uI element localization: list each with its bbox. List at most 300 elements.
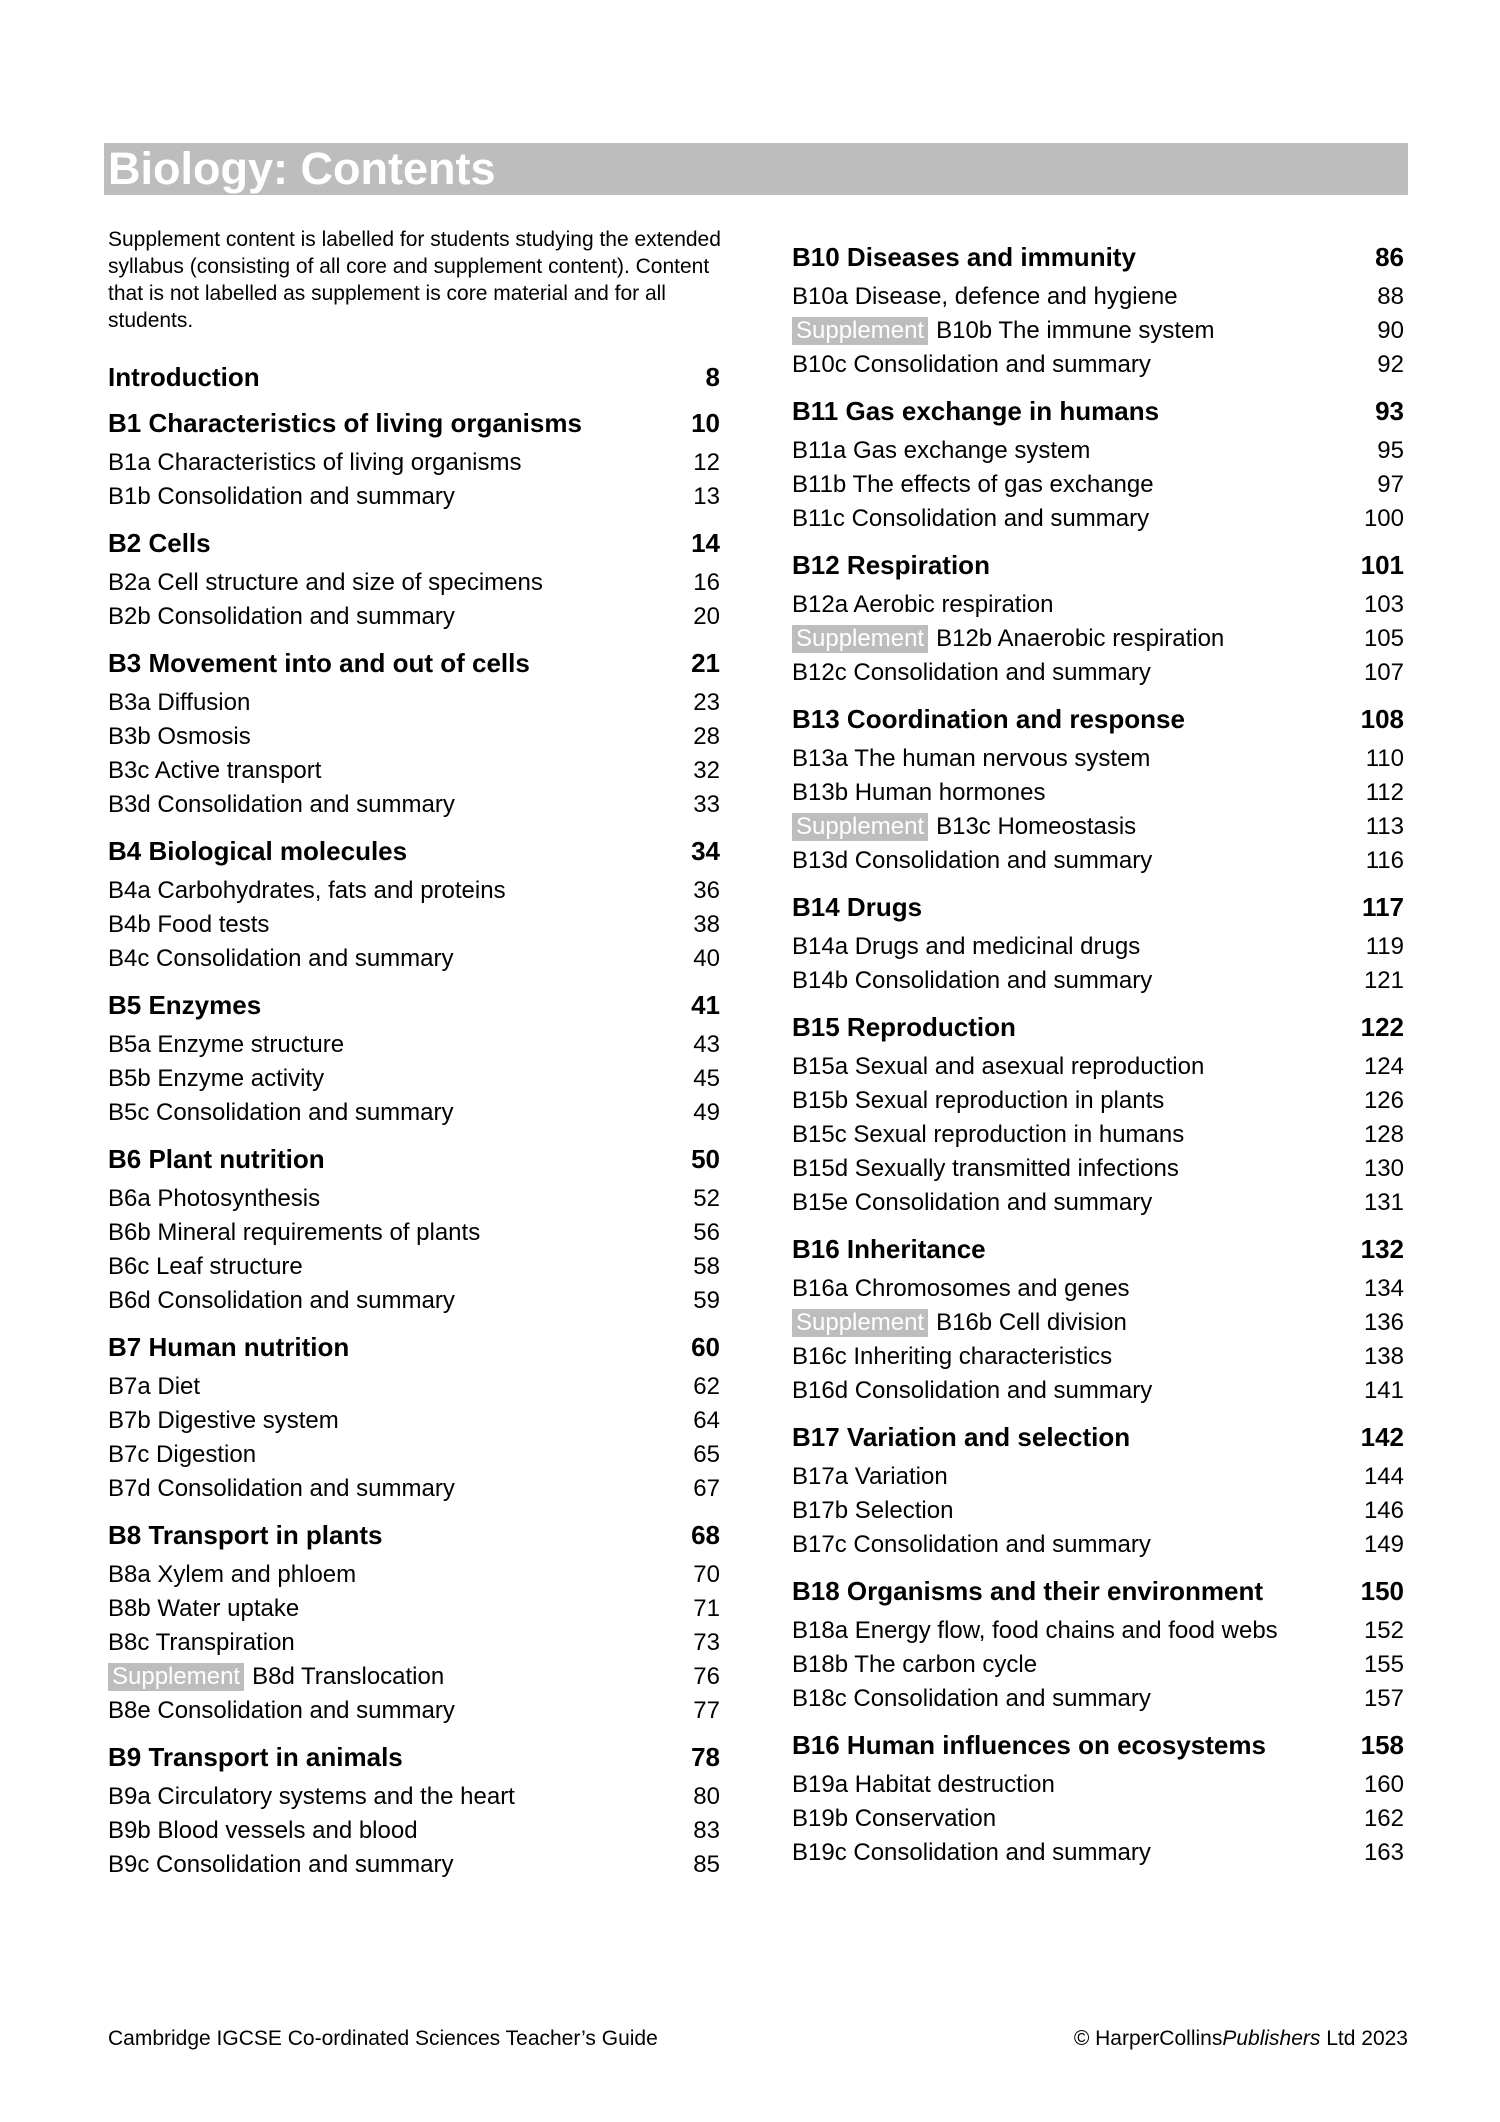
section-title: B17 Variation and selection	[792, 1422, 1131, 1452]
page-title: Biology: Contents	[108, 143, 496, 194]
section-heading[interactable]	[108, 1330, 720, 1364]
item-page-number: 65	[693, 1441, 720, 1468]
item-left	[792, 776, 1045, 810]
contents-item[interactable]	[108, 1096, 720, 1130]
item-page-number: 97	[1377, 471, 1404, 498]
item-left	[792, 1460, 948, 1494]
section-title: B7 Human nutrition	[108, 1332, 350, 1362]
item-label: B7c Digestion	[108, 1441, 257, 1468]
contents-item[interactable]	[792, 314, 1404, 348]
section-page-number: 150	[1360, 1576, 1404, 1606]
item-left	[792, 1802, 996, 1836]
contents-item[interactable]	[108, 1438, 720, 1472]
contents-item[interactable]	[108, 1592, 720, 1626]
contents-section	[108, 1518, 720, 1728]
supplement-badge: Supplement	[792, 813, 928, 841]
contents-item[interactable]	[792, 1118, 1404, 1152]
contents-item[interactable]	[792, 656, 1404, 690]
footer-right	[1074, 2026, 1408, 2052]
item-page-number: 71	[693, 1595, 720, 1622]
contents-item[interactable]	[108, 600, 720, 634]
item-label: B15a Sexual and asexual reproduction	[792, 1053, 1205, 1080]
contents-item[interactable]	[108, 480, 720, 514]
item-left	[108, 1780, 515, 1814]
item-page-number: 105	[1363, 625, 1404, 652]
contents-item[interactable]	[792, 964, 1404, 998]
contents-section	[792, 240, 1404, 382]
section-title: B8 Transport in plants	[108, 1520, 383, 1550]
contents-item[interactable]	[792, 1802, 1404, 1836]
contents-item[interactable]	[108, 1284, 720, 1318]
item-label: B8c Transpiration	[108, 1629, 295, 1656]
section-page-number: 93	[1375, 396, 1404, 426]
item-label: B19b Conservation	[792, 1805, 997, 1832]
section-heading[interactable]	[792, 1728, 1404, 1762]
section-title: B6 Plant nutrition	[108, 1144, 325, 1174]
item-label: B5c Consolidation and summary	[108, 1099, 454, 1126]
item-page-number: 112	[1365, 779, 1404, 806]
contents-item[interactable]	[792, 1768, 1404, 1802]
item-page-number: 155	[1363, 1651, 1404, 1678]
section-page-number: 142	[1360, 1422, 1404, 1452]
item-left	[108, 942, 454, 976]
section-heading[interactable]	[108, 1142, 720, 1176]
item-label: B6a Photosynthesis	[108, 1185, 321, 1212]
section-page-number: 34	[691, 836, 720, 866]
section-heading[interactable]	[108, 834, 720, 868]
section-title: B4 Biological molecules	[108, 836, 408, 866]
contents-item[interactable]	[792, 1186, 1404, 1220]
item-page-number: 130	[1363, 1155, 1404, 1182]
item-page-number: 73	[693, 1629, 720, 1656]
contents-section	[108, 360, 720, 394]
contents-item[interactable]	[792, 1614, 1404, 1648]
section-title: B13 Coordination and response	[792, 704, 1185, 734]
item-page-number: 85	[693, 1851, 720, 1878]
section-page-number: 78	[691, 1742, 720, 1772]
item-label: B3c Active transport	[108, 757, 322, 784]
item-label: B17c Consolidation and summary	[792, 1531, 1151, 1558]
item-left	[792, 1614, 1278, 1648]
contents-section	[108, 1142, 720, 1318]
contents-item[interactable]	[108, 1848, 720, 1882]
item-page-number: 116	[1365, 847, 1404, 874]
section-title: B10 Diseases and immunity	[792, 242, 1136, 272]
contents-item[interactable]	[792, 1152, 1404, 1186]
item-left	[792, 1118, 1184, 1152]
contents-item[interactable]	[792, 280, 1404, 314]
contents-section	[108, 646, 720, 822]
item-left	[792, 656, 1151, 690]
title-bar	[104, 143, 1408, 195]
item-label: B2b Consolidation and summary	[108, 603, 455, 630]
contents-section	[792, 394, 1404, 536]
contents-section	[792, 1232, 1404, 1408]
item-label: B17a Variation	[792, 1463, 948, 1490]
item-page-number: 33	[693, 791, 720, 818]
contents-item[interactable]	[108, 1182, 720, 1216]
item-label: B6c Leaf structure	[108, 1253, 303, 1280]
contents-section	[108, 1740, 720, 1882]
item-left	[792, 1768, 1055, 1802]
item-label: B15b Sexual reproduction in plants	[792, 1087, 1165, 1114]
item-page-number: 52	[693, 1185, 720, 1212]
item-page-number: 138	[1363, 1343, 1404, 1370]
item-page-number: 88	[1377, 283, 1404, 310]
contents-item[interactable]	[792, 348, 1404, 382]
contents-item[interactable]	[108, 686, 720, 720]
item-label: B12c Consolidation and summary	[792, 659, 1151, 686]
section-page-number: 41	[691, 990, 720, 1020]
item-left	[792, 434, 1090, 468]
supplement-badge: Supplement	[792, 317, 928, 345]
contents-item[interactable]	[108, 874, 720, 908]
item-left	[792, 1306, 1127, 1340]
footer-publisher-prefix: © HarperCollins	[1073, 2027, 1223, 2050]
contents-item[interactable]	[108, 1062, 720, 1096]
contents-item[interactable]	[792, 844, 1404, 878]
item-label: B18c Consolidation and summary	[792, 1685, 1151, 1712]
item-page-number: 62	[693, 1373, 720, 1400]
item-label: B16b Cell division	[936, 1309, 1127, 1336]
item-page-number: 100	[1363, 505, 1404, 532]
item-page-number: 157	[1363, 1685, 1404, 1712]
item-page-number: 16	[693, 569, 720, 596]
item-left	[792, 1374, 1152, 1408]
item-left	[108, 1694, 455, 1728]
item-left	[792, 1186, 1152, 1220]
contents-item[interactable]	[792, 1272, 1404, 1306]
section-heading[interactable]	[792, 1574, 1404, 1608]
contents-item[interactable]	[792, 468, 1404, 502]
item-label: B15e Consolidation and summary	[792, 1189, 1153, 1216]
item-left	[108, 908, 269, 942]
item-label: B5a Enzyme structure	[108, 1031, 345, 1058]
item-left	[792, 1084, 1164, 1118]
contents-section	[792, 702, 1404, 878]
item-label: B13d Consolidation and summary	[792, 847, 1153, 874]
contents-item[interactable]	[792, 1374, 1404, 1408]
item-page-number: 163	[1363, 1839, 1404, 1866]
item-left	[792, 502, 1149, 536]
item-page-number: 36	[693, 877, 720, 904]
footer-left: Cambridge IGCSE Co-ordinated Sciences Teacher’s Guide	[108, 2027, 658, 2050]
item-label: B10b The immune system	[936, 317, 1215, 344]
section-heading[interactable]	[792, 1232, 1404, 1266]
item-left	[792, 468, 1154, 502]
item-label: B14b Consolidation and summary	[792, 967, 1153, 994]
item-left	[108, 1814, 418, 1848]
section-title: B16 Human influences on ecosystems	[792, 1730, 1266, 1760]
item-label: B18b The carbon cycle	[792, 1651, 1038, 1678]
contents-item[interactable]	[108, 1814, 720, 1848]
item-left	[108, 1592, 299, 1626]
contents-section	[108, 988, 720, 1130]
contents-section	[108, 526, 720, 634]
item-label: B16d Consolidation and summary	[792, 1377, 1153, 1404]
section-page-number: 122	[1360, 1012, 1404, 1042]
item-left	[108, 788, 455, 822]
contents-item[interactable]	[792, 1340, 1404, 1374]
item-page-number: 56	[693, 1219, 720, 1246]
item-left	[108, 1216, 480, 1250]
footer-publisher-suffix: Ltd 2023	[1320, 2027, 1408, 2050]
item-left	[792, 1050, 1204, 1084]
item-label: B13a The human nervous system	[792, 745, 1151, 772]
item-page-number: 80	[693, 1783, 720, 1810]
item-label: B15d Sexually transmitted infections	[792, 1155, 1179, 1182]
item-page-number: 149	[1363, 1531, 1404, 1558]
item-label: B8d Translocation	[252, 1663, 445, 1690]
item-label: B9b Blood vessels and blood	[108, 1817, 418, 1844]
contents-item[interactable]	[108, 446, 720, 480]
item-left	[792, 1836, 1151, 1870]
item-label: B19c Consolidation and summary	[792, 1839, 1151, 1866]
item-label: B8b Water uptake	[108, 1595, 300, 1622]
section-title: B11 Gas exchange in humans	[792, 396, 1160, 426]
item-page-number: 131	[1363, 1189, 1404, 1216]
item-label: B3b Osmosis	[108, 723, 251, 750]
section-page-number: 50	[691, 1144, 720, 1174]
contents-item[interactable]	[792, 588, 1404, 622]
item-left	[792, 280, 1178, 314]
section-heading[interactable]	[792, 702, 1404, 736]
item-page-number: 136	[1363, 1309, 1404, 1336]
item-page-number: 95	[1377, 437, 1404, 464]
section-title: B18 Organisms and their environment	[792, 1576, 1264, 1606]
item-page-number: 43	[693, 1031, 720, 1058]
item-left	[792, 742, 1150, 776]
item-label: B3d Consolidation and summary	[108, 791, 455, 818]
item-page-number: 90	[1377, 317, 1404, 344]
section-title: B12 Respiration	[792, 550, 990, 580]
item-label: B1a Characteristics of living organisms	[108, 449, 522, 476]
item-page-number: 77	[693, 1697, 720, 1724]
section-page-number: 68	[691, 1520, 720, 1550]
item-page-number: 141	[1363, 1377, 1404, 1404]
section-page-number: 117	[1362, 892, 1404, 922]
section-page-number: 158	[1360, 1730, 1404, 1760]
contents-item[interactable]	[792, 776, 1404, 810]
item-label: B7a Diet	[108, 1373, 201, 1400]
item-left	[108, 1558, 356, 1592]
contents-item[interactable]	[792, 1494, 1404, 1528]
item-page-number: 134	[1363, 1275, 1404, 1302]
item-page-number: 107	[1363, 659, 1404, 686]
item-page-number: 146	[1363, 1497, 1404, 1524]
contents-item[interactable]	[792, 622, 1404, 656]
item-left	[108, 754, 321, 788]
contents-item[interactable]	[108, 1558, 720, 1592]
item-page-number: 20	[693, 603, 720, 630]
section-title: B14 Drugs	[792, 892, 923, 922]
item-label: B12b Anaerobic respiration	[936, 625, 1225, 652]
item-page-number: 40	[693, 945, 720, 972]
contents-item[interactable]	[108, 720, 720, 754]
item-left	[792, 844, 1152, 878]
item-page-number: 124	[1363, 1053, 1404, 1080]
item-page-number: 152	[1363, 1617, 1404, 1644]
item-page-number: 49	[693, 1099, 720, 1126]
item-page-number: 67	[693, 1475, 720, 1502]
section-page-number: 132	[1360, 1234, 1404, 1264]
contents-section	[792, 1574, 1404, 1716]
contents-item[interactable]	[792, 1682, 1404, 1716]
contents-item[interactable]	[792, 1050, 1404, 1084]
section-heading[interactable]	[792, 240, 1404, 274]
contents-item[interactable]	[108, 1216, 720, 1250]
item-left	[792, 588, 1054, 622]
section-heading[interactable]	[792, 1010, 1404, 1044]
contents-item[interactable]	[108, 1404, 720, 1438]
contents-item[interactable]	[792, 434, 1404, 468]
item-left	[108, 1626, 295, 1660]
section-heading[interactable]	[108, 406, 720, 440]
section-page-number: 8	[705, 362, 720, 392]
contents-item[interactable]	[108, 1626, 720, 1660]
item-label: B1b Consolidation and summary	[108, 483, 455, 510]
section-heading[interactable]	[792, 394, 1404, 428]
item-label: B4c Consolidation and summary	[108, 945, 454, 972]
section-heading[interactable]	[792, 890, 1404, 924]
item-label: B10c Consolidation and summary	[792, 351, 1151, 378]
item-page-number: 58	[693, 1253, 720, 1280]
item-label: B10a Disease, defence and hygiene	[792, 283, 1178, 310]
section-heading[interactable]	[792, 548, 1404, 582]
item-label: B4b Food tests	[108, 911, 270, 938]
item-left	[792, 1272, 1130, 1306]
contents-item[interactable]	[792, 742, 1404, 776]
contents-item[interactable]	[792, 930, 1404, 964]
item-label: B18a Energy flow, food chains and food webs	[792, 1617, 1278, 1644]
item-left	[108, 1472, 455, 1506]
item-left	[792, 1340, 1112, 1374]
contents-item[interactable]	[792, 1836, 1404, 1870]
item-left	[792, 810, 1136, 844]
section-heading[interactable]	[108, 360, 720, 394]
item-label: B9c Consolidation and summary	[108, 1851, 454, 1878]
item-left	[108, 1284, 455, 1318]
item-label: B16c Inheriting characteristics	[792, 1343, 1113, 1370]
item-left	[792, 348, 1151, 382]
contents-item[interactable]	[108, 908, 720, 942]
item-left	[792, 1682, 1151, 1716]
contents-item[interactable]	[108, 1694, 720, 1728]
item-label: B7d Consolidation and summary	[108, 1475, 455, 1502]
contents-item[interactable]	[108, 1780, 720, 1814]
contents-item[interactable]	[792, 1460, 1404, 1494]
item-page-number: 28	[693, 723, 720, 750]
item-left	[792, 314, 1214, 348]
section-title: B1 Characteristics of living organisms	[108, 408, 582, 438]
contents-item[interactable]	[792, 1648, 1404, 1682]
section-page-number: 108	[1360, 704, 1404, 734]
section-page-number: 101	[1360, 550, 1404, 580]
section-heading[interactable]	[108, 646, 720, 680]
item-left	[108, 480, 455, 514]
item-left	[108, 1250, 303, 1284]
contents-section	[108, 834, 720, 976]
item-label: B9a Circulatory systems and the heart	[108, 1783, 515, 1810]
contents-item[interactable]	[108, 566, 720, 600]
section-page-number: 60	[691, 1332, 720, 1362]
item-page-number: 38	[693, 911, 720, 938]
contents-section	[108, 406, 720, 514]
contents-item[interactable]	[108, 1250, 720, 1284]
item-left	[108, 1438, 256, 1472]
contents-item[interactable]	[108, 1472, 720, 1506]
item-label: B2a Cell structure and size of specimens	[108, 569, 543, 596]
item-label: B8a Xylem and phloem	[108, 1561, 357, 1588]
contents-item[interactable]	[108, 1028, 720, 1062]
item-label: B11a Gas exchange system	[792, 437, 1091, 464]
section-heading[interactable]	[108, 526, 720, 560]
item-left	[108, 1028, 344, 1062]
contents-item[interactable]	[792, 810, 1404, 844]
item-left	[792, 1648, 1037, 1682]
contents-item[interactable]	[108, 942, 720, 976]
section-heading[interactable]	[108, 988, 720, 1022]
item-left	[792, 964, 1152, 998]
contents-section	[792, 548, 1404, 690]
item-page-number: 70	[693, 1561, 720, 1588]
item-label: B11c Consolidation and summary	[792, 505, 1150, 532]
item-left	[792, 930, 1140, 964]
section-heading[interactable]	[108, 1740, 720, 1774]
item-label: B13c Homeostasis	[936, 813, 1137, 840]
supplement-badge: Supplement	[792, 625, 928, 653]
section-heading[interactable]	[792, 1420, 1404, 1454]
contents-item[interactable]	[792, 1528, 1404, 1562]
item-page-number: 45	[693, 1065, 720, 1092]
contents-section	[792, 1420, 1404, 1562]
item-label: B17b Selection	[792, 1497, 954, 1524]
item-label: B13b Human hormones	[792, 779, 1046, 806]
item-page-number: 103	[1363, 591, 1404, 618]
item-page-number: 162	[1363, 1805, 1404, 1832]
footer-publisher-italic: Publishers	[1222, 2027, 1321, 2050]
contents-item[interactable]	[108, 1660, 720, 1694]
section-title: B9 Transport in animals	[108, 1742, 403, 1772]
item-left	[108, 874, 506, 908]
item-page-number: 13	[693, 483, 720, 510]
item-page-number: 92	[1377, 351, 1404, 378]
contents-item[interactable]	[108, 1370, 720, 1404]
item-page-number: 110	[1365, 745, 1404, 772]
item-page-number: 12	[693, 449, 720, 476]
contents-item[interactable]	[108, 788, 720, 822]
contents-item[interactable]	[792, 1084, 1404, 1118]
section-page-number: 14	[691, 528, 720, 558]
item-left	[108, 1660, 444, 1694]
section-heading[interactable]	[108, 1518, 720, 1552]
item-label: B11b The effects of gas exchange	[792, 471, 1154, 498]
item-left	[108, 720, 251, 754]
contents-item[interactable]	[792, 1306, 1404, 1340]
section-title: B15 Reproduction	[792, 1012, 1016, 1042]
contents-item[interactable]	[108, 754, 720, 788]
item-label: B7b Digestive system	[108, 1407, 339, 1434]
contents-item[interactable]	[792, 502, 1404, 536]
item-left	[108, 1370, 200, 1404]
item-page-number: 32	[693, 757, 720, 784]
section-title: B5 Enzymes	[108, 990, 262, 1020]
item-page-number: 126	[1363, 1087, 1404, 1114]
item-left	[108, 566, 543, 600]
item-left	[108, 1096, 454, 1130]
item-left	[108, 1404, 339, 1438]
item-label: B14a Drugs and medicinal drugs	[792, 933, 1141, 960]
